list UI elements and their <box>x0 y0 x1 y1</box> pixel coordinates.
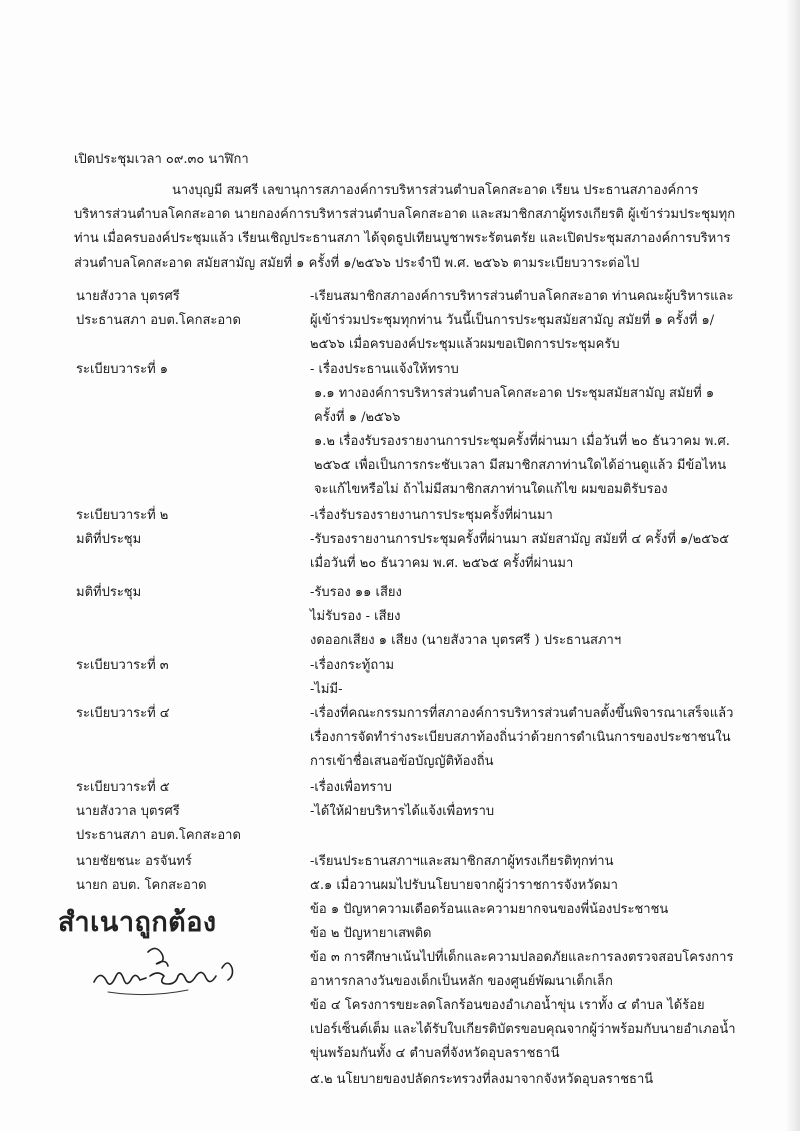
scan-edge-shadow <box>786 0 800 1131</box>
speaker1-title: ประธานสภา อบต.โคกสะอาด <box>76 313 241 328</box>
agenda5-text: -เรื่องเพื่อทราบ <box>310 780 392 795</box>
speaker3-name: นายชัยชนะ อรจันทร์ <box>76 854 192 869</box>
agenda4-line-2: เรื่องการจัดทำร่างระเบียบสภาท้องถิ่นว่าด้วยการดำเนินการของประชาชนใน <box>310 730 731 745</box>
speaker1-name: นายสังวาล บุตรศรี <box>76 289 180 304</box>
agenda1-line-4: ๑.๒ เรื่องรับรองรายงานการประชุมครั้งที่ผ่านมา เมื่อวันที่ ๒๐ ธันวาคม พ.ศ. <box>314 434 730 449</box>
speaker3-text-6: อาหารกลางวันของเด็กเป็นหลัก ของศูนย์พัฒนาเด็กเล็ก <box>310 974 613 989</box>
speaker3-text-4: ข้อ ๒ ปัญหายาเสพติด <box>310 926 432 941</box>
vote-approve: -รับรอง ๑๑ เสียง <box>310 585 402 600</box>
agenda3-line-1: -เรื่องกระทู้ถาม <box>310 658 395 673</box>
agenda4-label: ระเบียบวาระที่ ๔ <box>76 706 170 721</box>
speaker3-text-8: เปอร์เซ็นต์เต็ม และได้รับใบเกียรติบัตรขอบคุณจากผู้ว่าพร้อมกับนายอำเภอน้ำ <box>310 1022 736 1037</box>
resolution1-label: มติที่ประชุม <box>76 532 142 547</box>
resolution1-line-1: -รับรองรายงานการประชุมครั้งที่ผ่านมา สมัยสามัญ สมัยที่ ๔ ครั้งที่ ๑/๒๕๖๕ <box>310 532 730 547</box>
vote-abstain: งดออกเสียง ๑ เสียง (นายสังวาล บุตรศรี ) ประธานสภาฯ <box>310 633 622 648</box>
agenda5-label: ระเบียบวาระที่ ๕ <box>76 780 170 795</box>
agenda1-line-1: - เรื่องประธานแจ้งให้ทราบ <box>310 362 459 377</box>
speaker2-name: นายสังวาล บุตรศรี <box>76 804 180 819</box>
agenda1-label: ระเบียบวาระที่ ๑ <box>76 362 169 377</box>
speaker3-text-10: ๕.๒ นโยบายของปลัดกระทรวงที่ลงมาจากจังหวัดอุบลราชธานี <box>310 1072 654 1087</box>
speaker1-text-2: ผู้เข้าร่วมประชุมทุกท่าน วันนี้เป็นการประชุมสมัยสามัญ สมัยที่ ๑ ครั้งที่ ๑/ <box>310 313 715 328</box>
speaker1-text-1: -เรียนสมาชิกสภาองค์การบริหารส่วนตำบลโคกสะอาด ท่านคณะผู้บริหารและ <box>310 289 734 304</box>
agenda1-line-5: ๒๕๖๕ เพื่อเป็นการกระชับเวลา มีสมาชิกสภาท่านใดได้อ่านดูแล้ว มีข้อไหน <box>314 458 727 473</box>
speaker3-text-5: ข้อ ๓ การศึกษาเน้นไปที่เด็กและความปลอดภัยและการลงตรวจสอบโครงการ <box>310 950 734 965</box>
intro-line-2: บริหารส่วนตำบลโคกสะอาด นายกองค์การบริหารส่วนตำบลโคกสะอาด และสมาชิกสภาผู้ทรงเกียรติ ผู้เข้าร่วมประชุมทุก <box>74 207 736 222</box>
certified-copy-stamp: สำเนาถูกต้อง <box>58 907 217 938</box>
speaker3-text-2: ๕.๑ เมื่อวานผมไปรับนโยบายจากผู้ว่าราชการจังหวัดมา <box>310 878 618 893</box>
speaker3-text-3: ข้อ ๑ ปัญหาความเดือดร้อนและความยากจนของพี่น้องประชาชน <box>310 902 669 917</box>
intro-line-3: ท่าน เมื่อครบองค์ประชุมแล้ว เรียนเชิญประธานสภา ได้จุดธูปเทียนบูชาพระรัตนตรัย และเปิดประชุมสภาองค์การบริหาร <box>74 231 731 246</box>
resolution1-line-2: เมื่อวันที่ ๒๐ ธันวาคม พ.ศ. ๒๕๖๕ ครั้งที่ผ่านมา <box>310 556 574 571</box>
intro-line-1: นางบุญมี สมศรี เลขานุการสภาองค์การบริหารส่วนตำบลโคกสะอาด เรียน ประธานสภาองค์การ <box>172 183 699 198</box>
agenda1-line-2: ๑.๑ ทางองค์การบริหารส่วนตำบลโคกสะอาด ประชุมสมัยสามัญ สมัยที่ ๑ <box>314 386 715 401</box>
opening-line: เปิดประชุมเวลา ๐๙.๓๐ นาฬิกา <box>74 152 249 167</box>
speaker3-text-7: ข้อ ๔ โครงการขยะลดโลกร้อนของอำเภอน้ำขุ่น เราทั้ง ๔ ตำบล ได้ร้อย <box>310 998 705 1013</box>
agenda1-line-6: จะแก้ไขหรือไม่ ถ้าไม่มีสมาชิกสภาท่านใดแก้ไข ผมขอมติรับรอง <box>314 482 668 497</box>
agenda4-line-1: -เรื่องที่คณะกรรมการที่สภาองค์การบริหารส่วนตำบลตั้งขึ้นพิจารณาเสร็จแล้ว <box>310 706 734 721</box>
speaker3-text-1: -เรียนประธานสภาฯและสมาชิกสภาผู้ทรงเกียรติทุกท่าน <box>310 854 614 869</box>
agenda3-line-2: -ไม่มี- <box>310 682 343 697</box>
speaker1-text-3: ๒๕๖๖ เมื่อครบองค์ประชุมแล้วผมขอเปิดการประชุมครับ <box>310 337 620 352</box>
resolution2-label: มติที่ประชุม <box>76 585 142 600</box>
speaker3-text-9: ขุ่นพร้อมกันทั้ง ๔ ตำบลที่จังหวัดอุบลราชธานี <box>310 1046 560 1061</box>
agenda4-line-3: การเข้าชื่อเสนอข้อบัญญัติท้องถิ่น <box>310 754 494 769</box>
intro-line-4: ส่วนตำบลโคกสะอาด สมัยสามัญ สมัยที่ ๑ ครั้งที่ ๑/๒๕๖๖ ประจำปี พ.ศ. ๒๕๖๖ ตามระเบียบวาระต่อไป <box>74 256 640 271</box>
agenda3-label: ระเบียบวาระที่ ๓ <box>76 658 169 673</box>
speaker2-text: -ได้ให้ฝ่ายบริหารได้แจ้งเพื่อทราบ <box>310 804 495 819</box>
speaker2-title: ประธานสภา อบต.โคกสะอาด <box>76 828 241 843</box>
agenda2-label: ระเบียบวาระที่ ๒ <box>76 508 169 523</box>
agenda1-line-3: ครั้งที่ ๑ /๒๕๖๖ <box>314 410 401 425</box>
signature-mark <box>88 938 258 1008</box>
vote-reject: ไม่รับรอง - เสียง <box>310 609 401 624</box>
agenda2-text: -เรื่องรับรองรายงานการประชุมครั้งที่ผ่านมา <box>310 508 553 523</box>
speaker3-title: นายก อบต. โคกสะอาด <box>76 878 207 893</box>
